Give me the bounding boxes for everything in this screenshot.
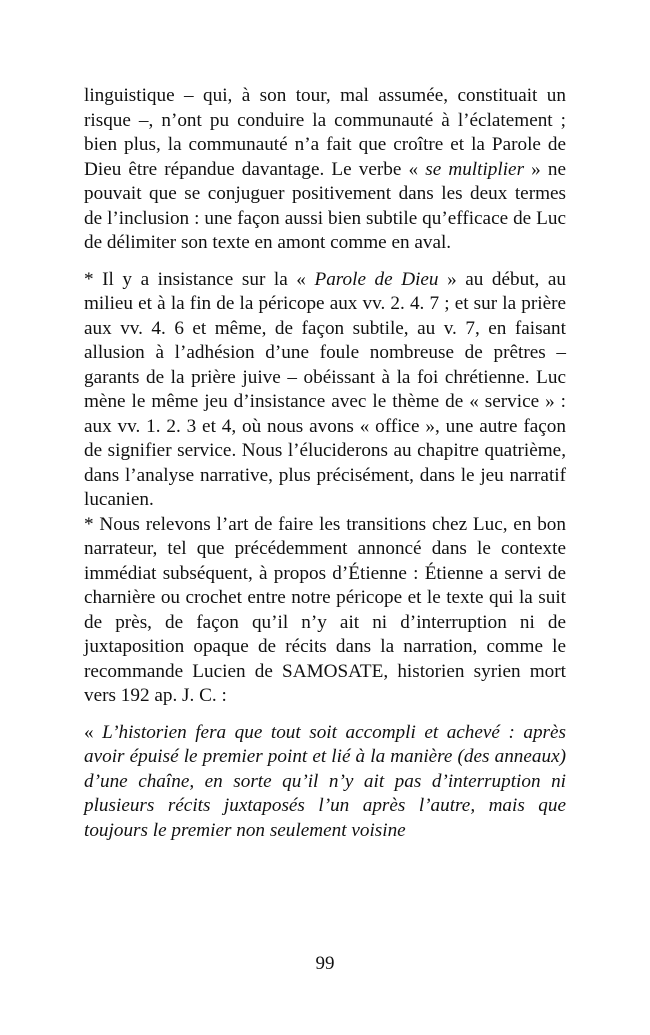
paragraph-insistence [84, 268, 566, 513]
paragraph-insistence-emphasis: Parole de Dieu [314, 268, 439, 290]
paragraph-inclusion-text-after: » ne pouvait que se conjuguer positivement dans les deux termes de l’inclusion : une façon aussi bien subtile qu’efficace de Luc de délimiter son texte en amont comme en aval. [84, 158, 566, 253]
block-quote [84, 721, 566, 844]
paragraph-inclusion [84, 84, 566, 256]
quote-text: L’historien fera que tout soit accompli et achevé : après avoir épuisé le premier point et lié à la manière (des anneaux) d’une chaîne, en sorte qu’il n’y ait pas d’interruption ni plusieurs récits juxtaposés l’un après l’autre, mais que toujours le premier non seulement voisine [84, 721, 567, 841]
paragraph-inclusion-text-before: linguistique – qui, à son tour, mal assumée, constituait un risque –, n’ont pu conduire la communauté à l’éclatement ; bien plus, la communauté n’a fait que croître et la Parole de Dieu être répandue davantage. Le verbe « [84, 85, 566, 180]
paragraph-insistence-text-after: » au début, au milieu et à la fin de la péricope aux vv. 2. 4. 7 ; et sur la prière aux vv. 4. 6 et même, de façon subtile, au v. 7, en faisant allusion à l’adhésion d’une foule nombreuse de prêtres – garants de la prière juive – obéissant à la foi chrétienne. Luc mène le même jeu d’insistance avec le thème de « service » : aux vv. 1. 2. 3 et 4, où nous avons « office », une autre façon de signifier service. Nous l’éluciderons au chapitre quatrième, dans l’analyse narrative, plus précisément, dans le jeu narratif lucanien. [84, 268, 566, 510]
paragraph-transitions [84, 513, 566, 709]
quote-open-mark: « [84, 721, 103, 743]
paragraph-insistence-text-before: * Il y a insistance sur la « [84, 268, 315, 290]
page-body [84, 84, 566, 843]
paragraph-transitions-text: * Nous relevons l’art de faire les transitions chez Luc, en bon narrateur, tel que précédemment annoncé dans le contexte immédiat subséquent, à propos d’Étienne : Étienne a servi de charnière ou crochet entre notre péricope et le texte qui la suit de près, de façon qu’il n’y ait ni d’interruption ni de juxtaposition opaque de récits dans la narration, comme le recommande Lucien de SAMOSATE, historien syrien mort vers 192 ap. J. C. : [84, 513, 566, 706]
page-number: 99 [315, 953, 335, 974]
paragraph-inclusion-emphasis: se multiplier [425, 158, 525, 180]
